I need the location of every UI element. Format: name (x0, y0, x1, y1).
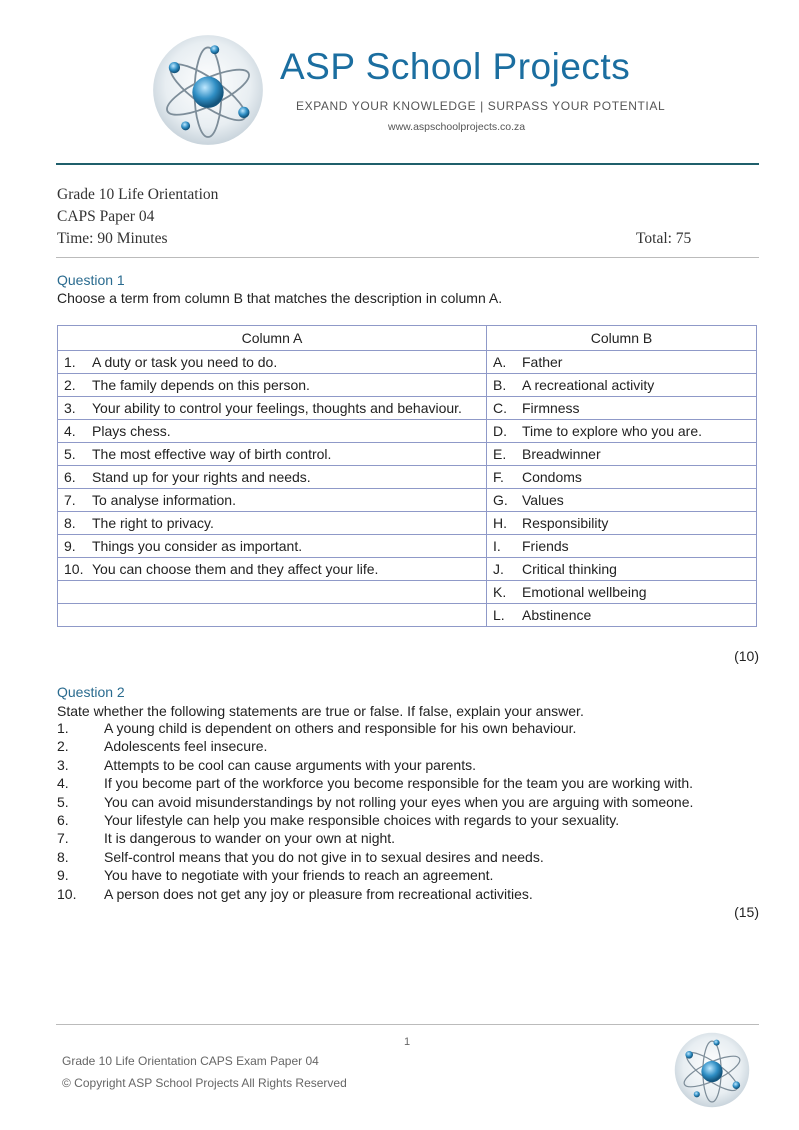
term-letter: A. (493, 354, 507, 370)
column-a-cell (58, 397, 487, 420)
question-1-instruction: Choose a term from column B that matches the description in column A. (57, 290, 503, 306)
table-row (58, 535, 757, 558)
item-number: 5. (64, 446, 76, 462)
term-letter: F. (493, 469, 504, 485)
item-number: 7. (64, 492, 76, 508)
column-b-cell (487, 443, 757, 466)
statement-text: A young child is dependent on others and responsible for his own behaviour. (104, 720, 577, 736)
item-description: The family depends on this person. (92, 377, 310, 393)
table-row (58, 351, 757, 374)
column-b-cell (487, 466, 757, 489)
term-text: Firmness (522, 400, 580, 416)
list-item (57, 812, 693, 830)
statement-number: 8. (57, 848, 69, 865)
brand-tagline: EXPAND YOUR KNOWLEDGE | SURPASS YOUR POTENTIAL (296, 99, 666, 113)
footer-copyright: © Copyright ASP School Projects All Rights Reserved (62, 1076, 347, 1090)
column-a-cell (58, 374, 487, 397)
term-text: A recreational activity (522, 377, 655, 393)
column-b-cell (487, 397, 757, 420)
statement-text: You can avoid misunderstandings by not rolling your eyes when you are arguing with someone. (104, 793, 694, 810)
item-description: Stand up for your rights and needs. (92, 469, 311, 485)
term-letter: G. (493, 492, 508, 508)
column-b-cell (487, 604, 757, 627)
question-2-marks: (15) (734, 904, 759, 920)
column-a-cell (58, 466, 487, 489)
item-number: 2. (64, 377, 76, 393)
column-a-cell (58, 443, 487, 466)
item-number: 10. (64, 561, 84, 577)
column-b-header: Column B (487, 326, 757, 351)
table-row (58, 512, 757, 535)
column-b-cell (487, 512, 757, 535)
term-text: Critical thinking (522, 561, 617, 577)
table-row (58, 374, 757, 397)
term-text: Father (522, 354, 563, 370)
column-a-cell (58, 512, 487, 535)
table-row (58, 604, 757, 627)
statement-text: Your lifestyle can help you make responsible choices with regards to your sexuality. (104, 811, 620, 828)
term-letter: C. (493, 400, 507, 416)
column-b-cell (487, 489, 757, 512)
statement-number: 9. (57, 867, 69, 884)
item-description: Your ability to control your feelings, thoughts and behaviour. (92, 400, 462, 416)
statement-text: Attempts to be cool can cause arguments with your parents. (104, 756, 476, 773)
list-item (57, 830, 693, 848)
statement-text: If you become part of the workforce you become responsible for the team you are working with. (104, 775, 694, 792)
header-divider (56, 163, 759, 165)
item-description: A duty or task you need to do. (92, 354, 278, 370)
item-description: Things you consider as important. (92, 538, 303, 554)
atom-logo-icon (674, 1032, 750, 1108)
table-row (58, 466, 757, 489)
table-header-row (58, 326, 757, 351)
term-letter: B. (493, 377, 507, 393)
statement-list (57, 720, 693, 904)
list-item (57, 849, 693, 867)
list-item (57, 757, 693, 775)
column-a-header: Column A (58, 326, 487, 351)
term-letter: D. (493, 423, 507, 439)
table-row (58, 581, 757, 604)
matching-table (57, 325, 757, 627)
term-letter: L. (493, 607, 505, 623)
term-text: Values (522, 492, 564, 508)
exam-grade: Grade 10 Life Orientation (57, 186, 219, 203)
column-a-cell (58, 535, 487, 558)
item-description: Plays chess. (92, 423, 171, 439)
exam-total: Total: 75 (636, 230, 692, 247)
column-a-cell (58, 604, 487, 627)
list-item (57, 794, 693, 812)
column-b-cell (487, 374, 757, 397)
atom-logo-icon (152, 34, 264, 146)
statement-text: Adolescents feel insecure. (104, 738, 268, 755)
brand-url[interactable]: www.aspschoolprojects.co.za (388, 121, 526, 133)
item-number: 4. (64, 423, 76, 439)
term-text: Condoms (522, 469, 582, 485)
term-text: Emotional wellbeing (522, 584, 647, 600)
column-a-cell (58, 420, 487, 443)
table-row (58, 420, 757, 443)
column-b-cell (487, 558, 757, 581)
column-a-cell (58, 351, 487, 374)
question-2-instruction: State whether the following statements are true or false. If false, explain your answer. (57, 703, 584, 719)
item-number: 6. (64, 469, 76, 485)
question-1-heading: Question 1 (57, 272, 125, 288)
term-text: Breadwinner (522, 446, 601, 462)
page-number: 1 (404, 1036, 411, 1048)
term-letter: H. (493, 515, 507, 531)
statement-number: 7. (57, 830, 69, 847)
statement-text: It is dangerous to wander on your own at night. (104, 830, 396, 847)
term-letter: I. (493, 538, 501, 554)
brand-title: ASP School Projects (280, 46, 631, 87)
term-letter: K. (493, 584, 507, 600)
list-item (57, 738, 693, 756)
footer-paper-title: Grade 10 Life Orientation CAPS Exam Paper 04 (62, 1054, 319, 1068)
list-item (57, 886, 693, 904)
column-b-cell (487, 420, 757, 443)
item-description: The most effective way of birth control. (92, 446, 332, 462)
list-item (57, 775, 693, 793)
list-item (57, 867, 693, 885)
term-letter: E. (493, 446, 507, 462)
statement-text: A person does not get any joy or pleasure from recreational activities. (104, 885, 533, 902)
statement-number: 2. (57, 738, 69, 755)
statement-number: 4. (57, 775, 69, 792)
item-number: 3. (64, 400, 76, 416)
item-description: You can choose them and they affect your life. (92, 561, 379, 577)
column-a-cell (58, 558, 487, 581)
exam-paper: CAPS Paper 04 (57, 208, 155, 225)
item-number: 8. (64, 515, 76, 531)
table-row (58, 397, 757, 420)
column-b-cell (487, 535, 757, 558)
statement-number: 6. (57, 811, 69, 828)
column-b-cell (487, 581, 757, 604)
question-2-heading: Question 2 (57, 684, 125, 700)
list-item (57, 720, 693, 738)
exam-time: Time: 90 Minutes (57, 230, 168, 247)
footer-divider (56, 1024, 759, 1025)
term-text: Time to explore who you are. (522, 423, 703, 439)
table-row (58, 558, 757, 581)
column-a-cell (58, 581, 487, 604)
statement-text: Self-control means that you do not give in to sexual desires and needs. (104, 848, 544, 865)
term-text: Responsibility (522, 515, 609, 531)
statement-number: 3. (57, 756, 69, 773)
column-a-cell (58, 489, 487, 512)
statement-number: 10. (57, 885, 77, 902)
term-text: Abstinence (522, 607, 592, 623)
statement-number: 5. (57, 793, 69, 810)
item-description: The right to privacy. (92, 515, 214, 531)
item-number: 9. (64, 538, 76, 554)
statement-number: 1. (57, 720, 69, 736)
term-text: Friends (522, 538, 569, 554)
table-row (58, 489, 757, 512)
question-1-marks: (10) (734, 648, 759, 664)
info-divider (56, 257, 759, 258)
table-row (58, 443, 757, 466)
item-description: To analyse information. (92, 492, 236, 508)
statement-text: You have to negotiate with your friends to reach an agreement. (104, 867, 494, 884)
item-number: 1. (64, 354, 76, 370)
term-letter: J. (493, 561, 504, 577)
column-b-cell (487, 351, 757, 374)
